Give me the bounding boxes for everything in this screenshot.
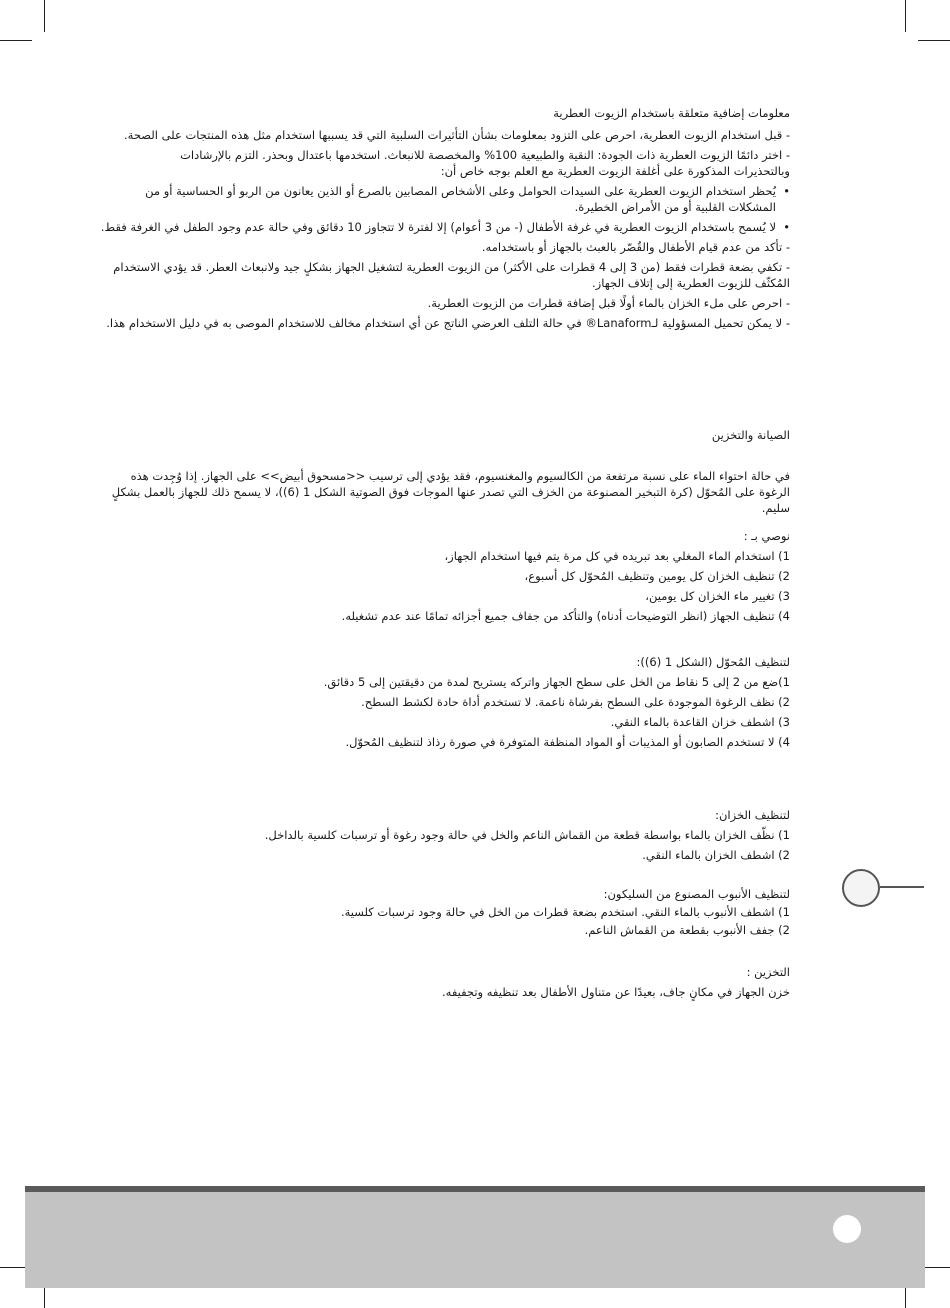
section1-item: - لا يمكن تحميل المسؤولية لـLanaform® في حالة التلف العرضي الناتج عن أي استخدام مخالف للاستخدام الموصى به في دليل الاستخدام هذا. <box>106 316 790 330</box>
list-item: 3) تغيير ماء الخزان كل يومين، <box>645 589 790 603</box>
list-item: 2) نظف الرغوة الموجودة على السطح بفرشاة ناعمة. لا تستخدم أداة حادة لكشط السطح. <box>361 695 790 709</box>
list-item: 4) تنظيف الجهاز (انظر التوضيحات أدناه) والتأكد من جفاف جميع أجزائه تمامًا عند عدم تشغيله. <box>341 609 790 623</box>
list-item: 4) لا تستخدم الصابون أو المذيبات أو المواد المنظفة المتوفرة في صورة رذاذ لتنظيف المُحوّل. <box>345 735 790 749</box>
page-number-circle <box>833 1215 861 1243</box>
side-marker-line <box>880 886 924 888</box>
section1 <box>96 105 790 331</box>
section1-item: - قبل استخدام الزيوت العطرية، احرص على التزود بمعلومات بشأن التأثيرات السلبية التي قد يسببها استخدام مثل هذه المنتجات على الصحة. <box>124 128 790 142</box>
storage-title: التخزين : <box>746 965 790 979</box>
list-item: 2) تنظيف الخزان كل يومين وتنظيف المُحوّل كل أسبوع، <box>524 569 790 583</box>
tank-title: لتنظيف الخزان: <box>715 808 790 822</box>
list-item: 2) اشطف الخزان بالماء النقي. <box>642 848 790 862</box>
list-item: 1) اشطف الأنبوب بالماء النقي. استخدم بضعة قطرات من الخل في حالة وجود ترسبات كلسية. <box>340 905 790 919</box>
section1-item: - تأكد من عدم قيام الأطفال والقُصّر بالعبث بالجهاز أو باستخدامه. <box>481 240 790 254</box>
list-item: 3) اشطف خزان القاعدة بالماء النقي. <box>610 715 790 729</box>
bullet-item: • يُحظر استخدام الزيوت العطرية على السيدات الحوامل وعلى الأشخاص المصابين بالصرع أو الذين يعانون من الربو أو الحساسية أو من المشكلات القلبية أو من الأمراض الخطيرة. <box>96 183 790 215</box>
section1-item: - اختر دائمًا الزيوت العطرية ذات الجودة: النقية والطبيعية 100% والمخصصة للانبعاث. استخدمها باعتدال وبحذر. التزم بالإرشادات <box>180 148 790 162</box>
crop-mark <box>905 0 906 32</box>
list-item: 1)ضع من 2 إلى 5 نقاط من الخل على سطح الجهاز واتركه يستريح لمدة من دقيقتين إلى 5 دقائق. <box>323 675 790 689</box>
crop-mark <box>918 40 950 41</box>
section2-title: الصيانة والتخزين <box>711 428 790 442</box>
bullet-item: • لا يُسمح باستخدام الزيوت العطرية في غرفة الأطفال (- من 3 أعوام) إلا لفترة لا تتجاوز 10 دقائق وفي حالة عدم وجود الطفل في الغرفة فقط. <box>96 219 790 235</box>
section1-item: - تكفي بضعة قطرات فقط (من 3 إلى 4 قطرات على الأكثر) من الزيوت العطرية لتشغيل الجهاز بشكلٍ جيد ولانبعاث العطر. قد يؤدي الاستخدام المُكثّف للزيوت العطرية إلى إتلاف الجهاز. <box>113 260 790 290</box>
crop-mark <box>0 40 32 41</box>
crop-mark <box>44 0 45 32</box>
side-marker-circle <box>842 869 880 907</box>
list-item: 1) استخدام الماء المغلي بعد تبريده في كل مرة يتم فيها استخدام الجهاز، <box>444 549 790 563</box>
list-item: 1) نظّف الخزان بالماء بواسطة قطعة من القماش الناعم والخل في حالة وجود رغوة أو ترسبات كلسية بالداخل. <box>264 828 790 842</box>
transducer-title: لتنظيف المُحوّل (الشكل 1 (6)): <box>636 655 790 669</box>
footer-band <box>25 1186 925 1288</box>
tube-block <box>270 885 790 939</box>
list-item: 2) جفف الأنبوب بقطعة من القماش الناعم. <box>584 923 790 937</box>
storage-block <box>270 962 790 1002</box>
storage-text: خزن الجهاز في مكانٍ جاف، بعيدًا عن متناول الأطفال بعد تنظيفه وتجفيفه. <box>442 985 790 999</box>
transducer-block <box>290 652 790 752</box>
section2-intro: في حالة احتواء الماء على نسبة مرتفعة من الكالسيوم والمغنسيوم، فقد يؤدي إلى ترسيب <<مسحوق أبيض>> على الجهاز. إذا وُجِدت هذه الرغوة على المُحوّل (كرة التبخير المصنوعة من الخزف التي تصدر عنها الموجات فوق الصوتية الشكل 1 (6))، لا يسمح ذلك للجهاز بالعمل بشكلٍ سليم. <box>111 469 790 515</box>
tube-title: لتنظيف الأنبوب المصنوع من السليكون: <box>603 887 790 901</box>
tank-block <box>230 805 790 865</box>
section1-title: معلومات إضافية متعلقة باستخدام الزيوت العطرية <box>553 106 790 120</box>
recommend-block <box>290 526 790 626</box>
section1-item: - احرص على ملء الخزان بالماء أولًا قبل إضافة قطرات من الزيوت العطرية. <box>427 296 790 310</box>
recommend-title: نوصي بـ : <box>743 529 790 543</box>
section1-item: وبالتحذيرات المذكورة على أغلفة الزيوت العطرية مع العلم بوجه خاص أن: <box>440 164 790 178</box>
